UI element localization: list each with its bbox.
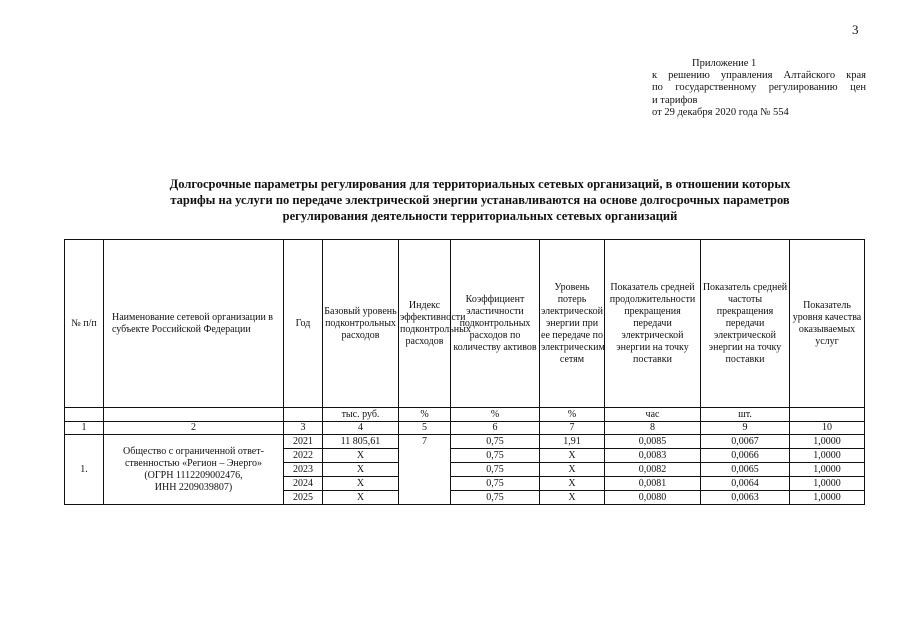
year-cell: 2024 [284, 477, 323, 491]
unit-cell [104, 408, 284, 422]
col-number-cell: 9 [701, 422, 790, 435]
unit-cell [65, 408, 104, 422]
appendix-line-1: Приложение 1 [692, 58, 757, 69]
base-costs-cell: X [323, 463, 399, 477]
base-costs-cell: X [323, 491, 399, 505]
col-number-cell: 2 [104, 422, 284, 435]
org-name-line-3: (ОГРН 1112209002476, [144, 469, 243, 481]
year-cell: 2022 [284, 449, 323, 463]
col-number-cell: 8 [605, 422, 701, 435]
title-line-1: Долгосрочные параметры регулирования для территориальных сетевых организаций, в отношении которых [169, 177, 791, 191]
unit-cell: час [605, 408, 701, 422]
units-row [65, 408, 865, 422]
frequency-cell: 0,0066 [701, 449, 790, 463]
column-numbers-row [65, 422, 865, 435]
header-cell-duration: Показатель средней продолжительности прекращения передачи электрической энергии на точку поставки [605, 240, 701, 408]
appendix-line-4: и тарифов [652, 94, 698, 106]
header-cell-frequency: Показатель средней частоты прекращения передачи электрической энергии на точку поставки [701, 240, 790, 408]
unit-cell [790, 408, 865, 422]
col-number-cell: 4 [323, 422, 399, 435]
duration-cell: 0,0080 [605, 491, 701, 505]
col-number-cell: 1 [65, 422, 104, 435]
duration-cell: 0,0085 [605, 435, 701, 449]
unit-cell [284, 408, 323, 422]
table-row [65, 435, 865, 449]
header-cell-losses: Уровень потерь электрической энергии при ее передаче по электрическим сетям [540, 240, 605, 408]
col-number-cell: 10 [790, 422, 865, 435]
header-cell-quality: Показатель уровня качества оказываемых услуг [790, 240, 865, 408]
base-costs-cell: 11 805,61 [323, 435, 399, 449]
header-cell-elasticity: Коэффициент эластичности подконтрольных расходов по количеству активов [451, 240, 540, 408]
frequency-cell: 0,0067 [701, 435, 790, 449]
unit-cell: % [399, 408, 451, 422]
duration-cell: 0,0082 [605, 463, 701, 477]
efficiency-index-cell [399, 477, 451, 491]
duration-cell: 0,0083 [605, 449, 701, 463]
appendix-block [652, 58, 866, 119]
header-cell-efficiency-index: Индекс эффективности подконтрольных расходов [399, 240, 451, 408]
org-name-line-2: ственностью «Регион – Энерго» [124, 457, 263, 469]
unit-cell: % [451, 408, 540, 422]
title-line-2: тарифы на услуги по передаче электрической энергии устанавливаются на основе долгосрочных параметров [170, 193, 790, 207]
elasticity-cell: 0,75 [451, 463, 540, 477]
quality-cell: 1,0000 [790, 435, 865, 449]
losses-cell: X [540, 463, 605, 477]
appendix-line-5: от 29 декабря 2020 года № 554 [652, 106, 789, 118]
header-cell-year: Год [284, 240, 323, 408]
quality-cell: 1,0000 [790, 463, 865, 477]
unit-cell: % [540, 408, 605, 422]
efficiency-index-cell [399, 463, 451, 477]
appendix-line-3: по государственному регулированию цен [652, 82, 866, 94]
col-number-cell: 7 [540, 422, 605, 435]
frequency-cell: 0,0063 [701, 491, 790, 505]
losses-cell: 1,91 [540, 435, 605, 449]
losses-cell: X [540, 477, 605, 491]
appendix-line-2: к решению управления Алтайского края [652, 70, 866, 82]
duration-cell: 0,0081 [605, 477, 701, 491]
header-cell-num: № п/п [65, 240, 104, 408]
quality-cell: 1,0000 [790, 477, 865, 491]
efficiency-index-cell [399, 491, 451, 505]
elasticity-cell: 0,75 [451, 477, 540, 491]
frequency-cell: 0,0065 [701, 463, 790, 477]
org-name-line-1: Общество с ограниченной ответ- [123, 445, 264, 457]
efficiency-index-cell: 7 [399, 435, 451, 449]
elasticity-cell: 0,75 [451, 449, 540, 463]
document-title [100, 176, 860, 224]
frequency-cell: 0,0064 [701, 477, 790, 491]
elasticity-cell: 0,75 [451, 491, 540, 505]
base-costs-cell: X [323, 477, 399, 491]
organization-name [104, 435, 284, 505]
page-number: 3 [852, 22, 859, 37]
col-number-cell: 6 [451, 422, 540, 435]
header-cell-base-costs: Базовый уровень подконтрольных расходов [323, 240, 399, 408]
header-row [65, 240, 865, 408]
col-number-cell: 5 [399, 422, 451, 435]
elasticity-cell: 0,75 [451, 435, 540, 449]
year-cell: 2021 [284, 435, 323, 449]
unit-cell: тыс. руб. [323, 408, 399, 422]
col-number-cell: 3 [284, 422, 323, 435]
org-name-line-4: ИНН 2209039807) [154, 481, 233, 493]
quality-cell: 1,0000 [790, 449, 865, 463]
unit-cell: шт. [701, 408, 790, 422]
row-number: 1. [65, 435, 104, 505]
title-line-3: регулирования деятельности территориальных сетевых организаций [282, 209, 678, 223]
year-cell: 2025 [284, 491, 323, 505]
header-cell-name: Наименование сетевой организации в субъекте Российской Федерации [104, 240, 284, 408]
losses-cell: X [540, 449, 605, 463]
efficiency-index-cell [399, 449, 451, 463]
parameters-table [64, 239, 865, 505]
losses-cell: X [540, 491, 605, 505]
quality-cell: 1,0000 [790, 491, 865, 505]
base-costs-cell: X [323, 449, 399, 463]
year-cell: 2023 [284, 463, 323, 477]
